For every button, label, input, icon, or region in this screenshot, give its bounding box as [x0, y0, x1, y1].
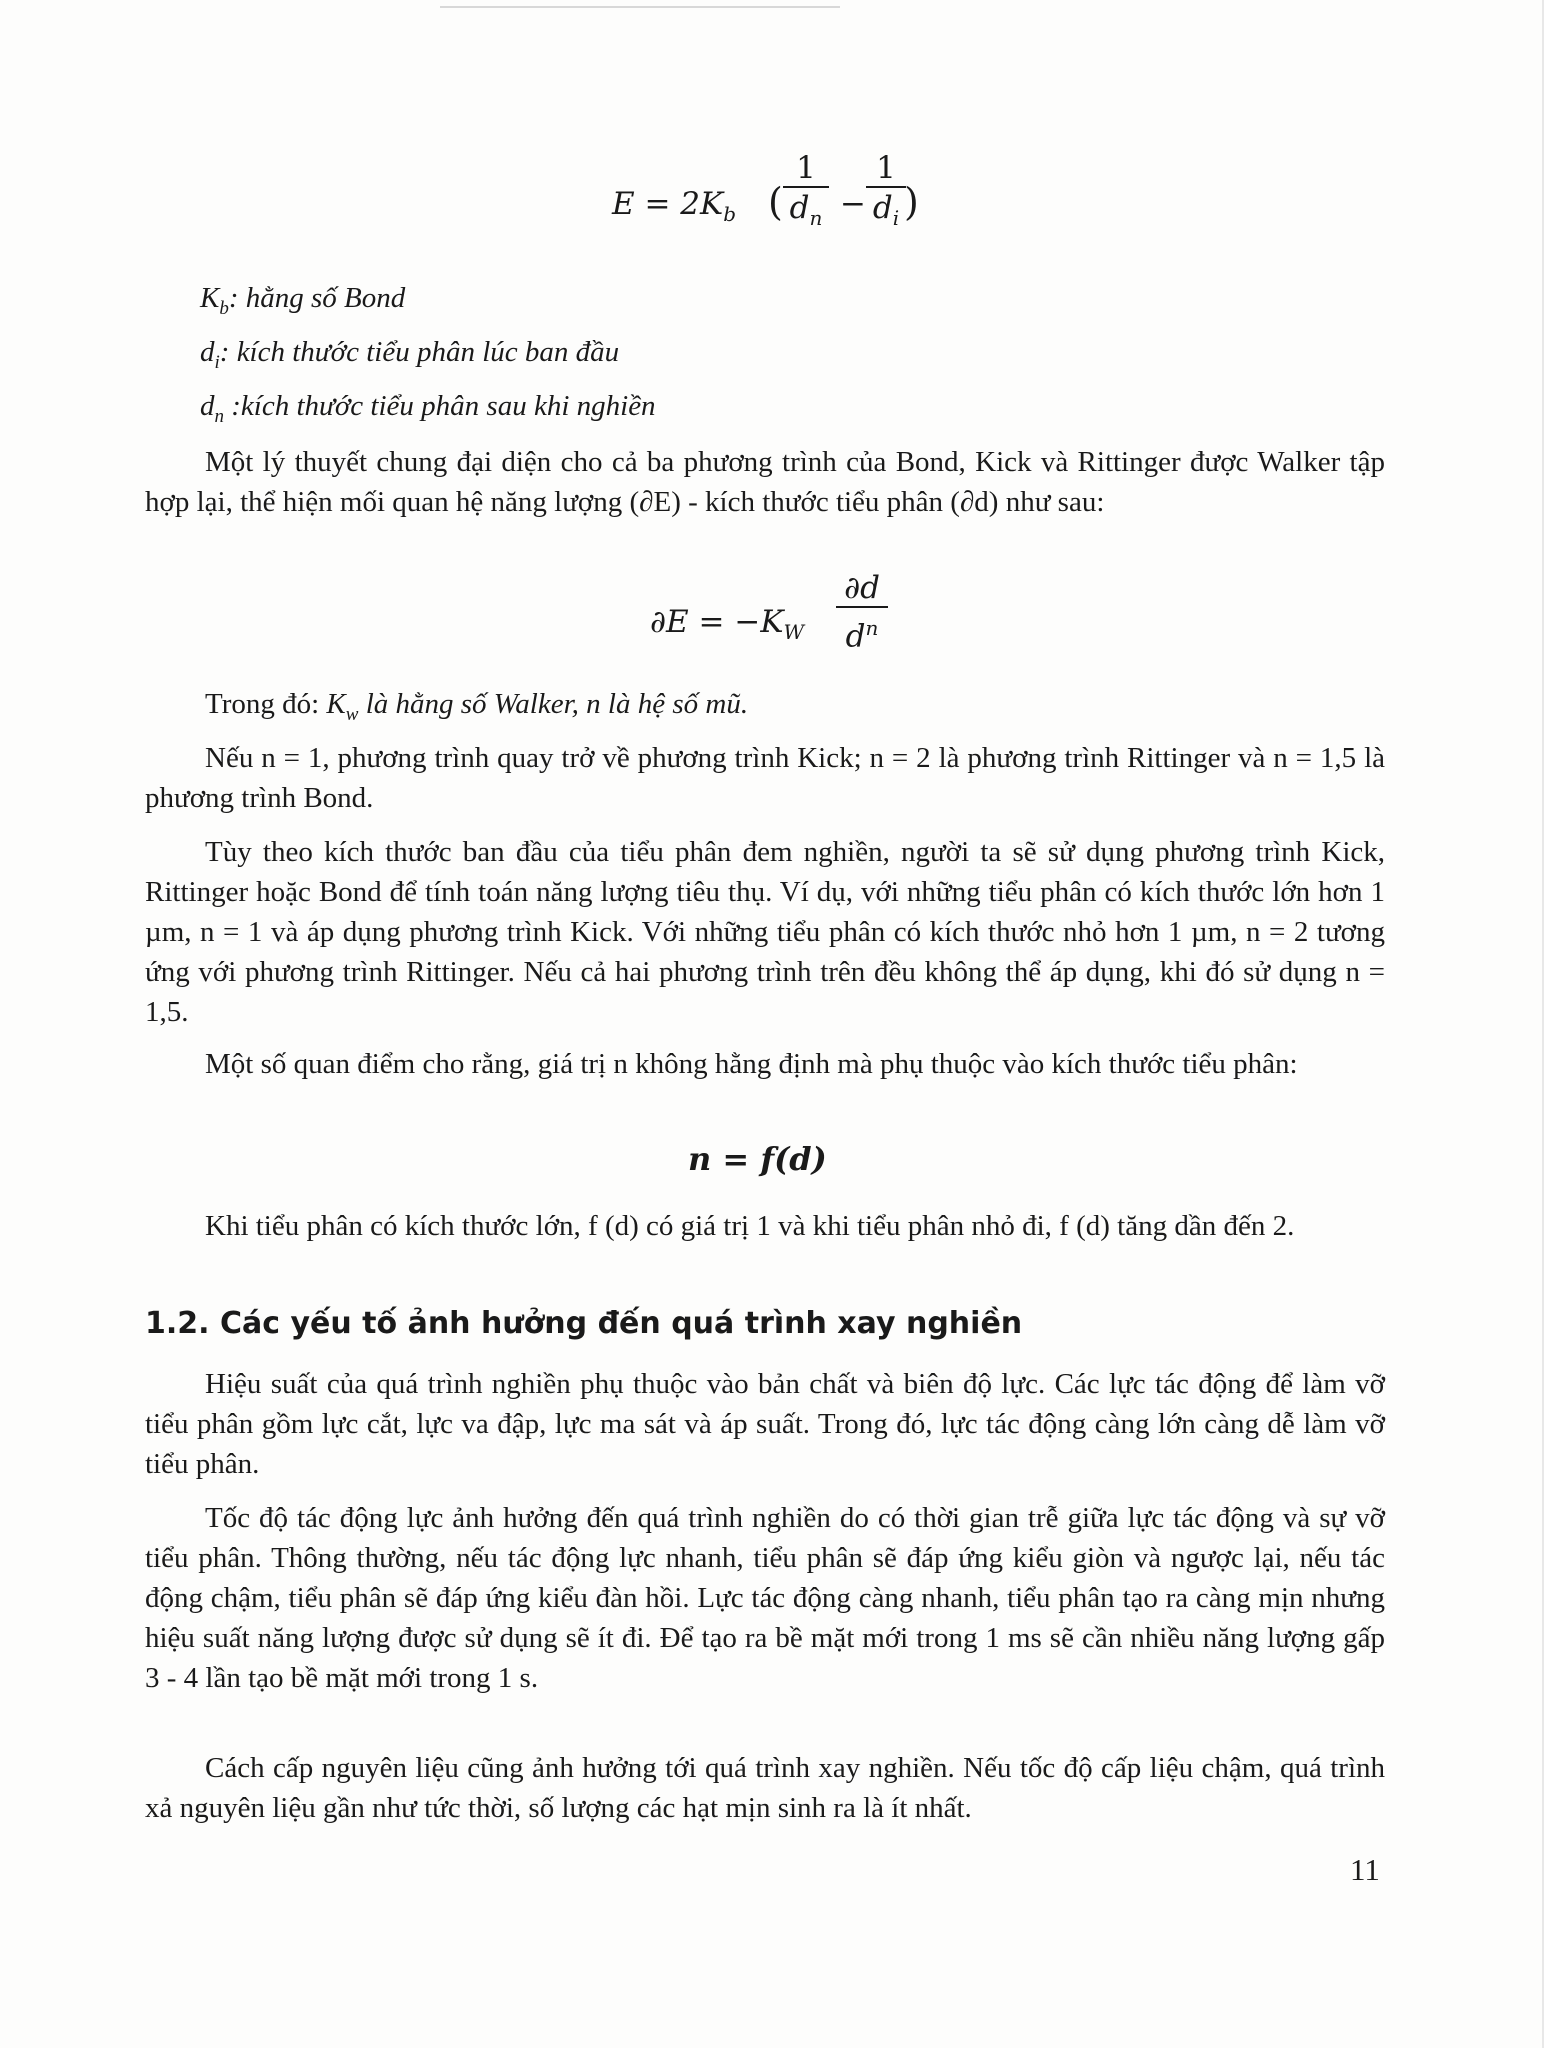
equation-bond-lhs: $E = 2K_b$ [612, 186, 737, 227]
paragraph-feed-rate: Cách cấp nguyên liệu cũng ảnh hưởng tới quá trình xay nghiền. Nếu tốc độ cấp liệu chậm, quá trình xả nguyên liệu gần như tức thời, số lượng các hạt mịn sinh ra là ít nhất. [145, 1752, 1385, 1824]
section-heading: 1.2. Các yếu tố ảnh hưởng đến quá trình xay nghiền [145, 1306, 1023, 1341]
equation-n-fd: n = f(d) [688, 1140, 827, 1178]
paragraph-efficiency: Hiệu suất của quá trình nghiền phụ thuộc vào bản chất và biên độ lực. Các lực tác động để làm vỡ tiểu phân gồm lực cắt, lực va đập, lực ma sát và áp suất. Trong đó, lực tác động càng lớn càng dễ làm vỡ tiểu phân. [145, 1368, 1385, 1480]
paragraph-walker: Một lý thuyết chung đại diện cho cả ba phương trình của Bond, Kick và Rittinger được Walker tập hợp lại, thể hiện mối quan hệ năng lượng (∂E) - kích thước tiểu phân (∂d) như sau: [145, 446, 1385, 518]
paragraph-n-values: Nếu n = 1, phương trình quay trở về phương trình Kick; n = 2 là phương trình Rittinger và n = 1,5 là phương trình Bond. [145, 742, 1385, 814]
top-rule [440, 6, 840, 8]
equation-bond-fraction-1: 1 $d_n$ [783, 150, 829, 238]
equation-bond-minus: − [840, 186, 866, 222]
equation-bond-fraction-2: 1 $d_i$ [866, 150, 906, 238]
definition-dn: $d_n$ :kích thước tiểu phân sau khi nghiền [200, 390, 656, 427]
paragraph-force-speed: Tốc độ tác động lực ảnh hưởng đến quá trình nghiền do có thời gian trễ giữa lực tác động và sự vỡ tiểu phân. Thông thường, nếu tác động lực nhanh, tiểu phân sẽ đáp ứng kiểu giòn và ngược lại, nếu tác động chậm, tiểu phân sẽ đáp ứng kiểu đàn hồi. Lực tác động càng nhanh, tiểu phân tạo ra càng mịn nhưng hiệu suất năng lượng được sử dụng sẽ ít đi. Để tạo ra bề mặt mới trong 1 ms sẽ cần nhiều năng lượng gấp 3 - 4 lần tạo bề mặt mới trong 1 s. [145, 1502, 1385, 1694]
equation-walker-fraction: ∂d $d^n$ [836, 570, 888, 656]
equation-bond-close-paren: ) [904, 180, 919, 224]
definition-di: $d_i$: kích thước tiểu phân lúc ban đầu [200, 336, 620, 373]
definition-kb: $K_b$: hằng số Bond [200, 282, 406, 319]
equation-walker-lhs: $\partial E = -K_W$ [650, 604, 805, 645]
paragraph-viewpoint: Một số quan điểm cho rằng, giá trị n không hằng định mà phụ thuộc vào kích thước tiểu phân: [205, 1048, 1298, 1080]
paragraph-particle-size: Tùy theo kích thước ban đầu của tiểu phân đem nghiền, người ta sẽ sử dụng phương trình Kick, Rittinger hoặc Bond để tính toán năng lượng tiêu thụ. Ví dụ, với những tiểu phân có kích thước lớn hơn 1 µm, n = 1 và áp dụng phương trình Kick. Với những tiểu phân có kích thước nhỏ hơn 1 µm, n = 2 tương ứng với phương trình Rittinger. Nếu cả hai phương trình trên đều không thể áp dụng, khi đó sử dụng n = 1,5. [145, 836, 1385, 1028]
where-line: Trong đó: $K_w$ là hằng số Walker, n là hệ số mũ. [205, 688, 749, 725]
equation-bond-open-paren: ( [768, 180, 783, 224]
page-number: 11 [1350, 1852, 1380, 1887]
paragraph-fd: Khi tiểu phân có kích thước lớn, f (d) có giá trị 1 và khi tiểu phân nhỏ đi, f (d) tăng dần đến 2. [205, 1210, 1295, 1242]
